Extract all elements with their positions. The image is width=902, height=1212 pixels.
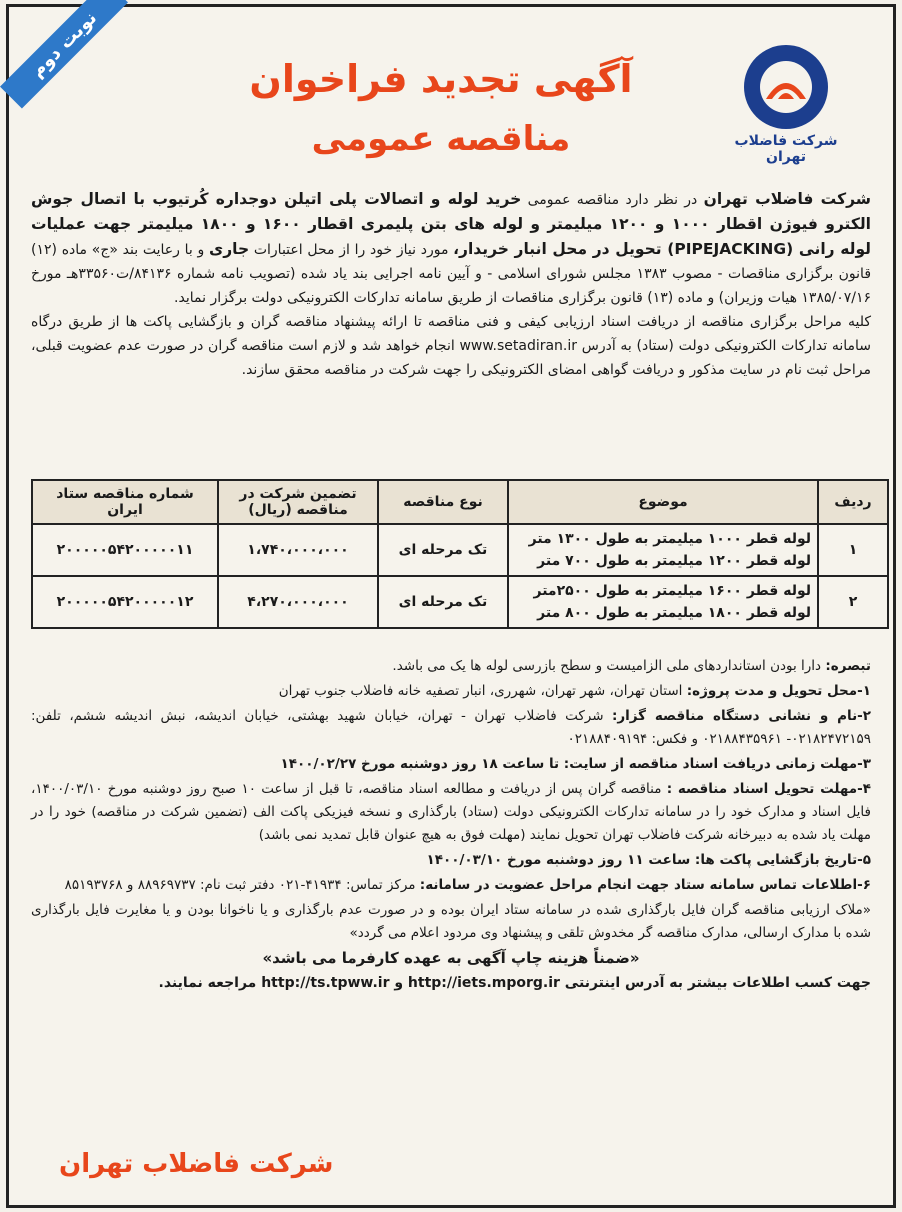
evaluation-rule: «ملاک ارزیابی مناقصه گران فایل بارگذاری شده در سامانه ستاد ایران بوده و در صورت عدم بارگذاری و یا ناخوانا بودن و یا مغایرت فایل بارگذاری شده با مدارک ارسالی، مدارک مناقصه گر مخدوش تلقی و پیشنهاد وی مردود اعلام می گردد» bbox=[31, 902, 871, 941]
header-setad-number: شماره مناقصه ستاد ایران bbox=[32, 480, 218, 524]
note-value: شرکت فاضلاب تهران - تهران، خیابان شهید بهشتی، خیابان اندیشه، نبش اندیشه ششم، تلفن: ۰۲۱۸۲۴۷۲۱۵۹- ۰۲۱۸۸۴۳۵۹۶۱ و فکس: ۰۲۱۸۸۴۰۹۱۹۴ bbox=[31, 708, 871, 747]
header-row-no: ردیف bbox=[818, 480, 888, 524]
table-header-row bbox=[32, 480, 888, 524]
table-row bbox=[32, 576, 888, 628]
logo-emblem-icon bbox=[744, 45, 828, 129]
tender-table bbox=[31, 479, 889, 629]
note-item bbox=[31, 874, 871, 897]
note-item bbox=[31, 705, 871, 751]
notice-title: آگهی تجدید فراخوان bbox=[249, 57, 633, 101]
company-signature: شرکت فاضلاب تهران bbox=[59, 1149, 334, 1179]
header-subject: موضوع bbox=[508, 480, 818, 524]
note-value: تا ساعت ۱۸ روز دوشنبه مورخ ۱۴۰۰/۰۲/۲۷ bbox=[280, 756, 564, 772]
row-setad-number: ۲۰۰۰۰۰۵۴۲۰۰۰۰۰۱۲ bbox=[32, 576, 218, 628]
subject-line: لوله قطر ۱۶۰۰ میلیمتر به طول ۲۵۰۰متر bbox=[533, 583, 811, 599]
row-guarantee: ۴،۲۷۰،۰۰۰،۰۰۰ bbox=[218, 576, 378, 628]
tender-subject: خرید لوله و اتصالات پلی اتیلن دوجداره کُرتیوب با اتصال جوش الکترو فیوژن اقطار ۱۰۰۰ و ۱۲۰۰ میلیمتر و لوله های بتن پلیمری اقطار ۱۶۰۰ و ۱۸۰۰ میلیمتر جهت عملیات لوله رانی (PIPEJACKING) تحویل در محل انبار خریدار، bbox=[31, 190, 872, 258]
intro-text-segment: در نظر دارد مناقصه عمومی bbox=[521, 192, 704, 208]
more-info-links: جهت کسب اطلاعات بیشتر به آدرس اینترنتی http://iets.mporg.ir و http://ts.tpww.ir مراجعه نمایند. bbox=[158, 975, 871, 991]
row-tender-type: تک مرحله ای bbox=[378, 576, 508, 628]
intro-text-segment: مورد نیاز خود را از محل اعتبارات bbox=[249, 242, 454, 258]
company-logo bbox=[731, 45, 841, 165]
note-key: ۴-مهلت تحویل اسناد مناقصه : bbox=[666, 781, 871, 797]
tender-notice bbox=[6, 4, 896, 1208]
note-value: استان تهران، شهر تهران، شهرری، انبار تصفیه خانه فاضلاب جنوب تهران bbox=[278, 683, 687, 699]
note-key: تبصره: bbox=[825, 658, 871, 674]
note-value: مرکز تماس: ۴۱۹۳۴-۰۲۱ دفتر ثبت نام: ۸۸۹۶۹۷۳۷ و ۸۵۱۹۳۷۶۸ bbox=[64, 877, 420, 893]
notice-details bbox=[31, 655, 871, 997]
intro-paragraph-1 bbox=[31, 187, 871, 310]
note-item bbox=[31, 778, 871, 847]
note-key: ۶-اطلاعات تماس سامانه ستاد جهت انجام مراحل عضویت در سامانه: bbox=[419, 877, 871, 893]
notice-subtitle: مناقصه عمومی bbox=[311, 119, 571, 159]
row-tender-type: تک مرحله ای bbox=[378, 524, 508, 576]
budget-source: جاری bbox=[209, 240, 250, 258]
row-guarantee: ۱،۷۴۰،۰۰۰،۰۰۰ bbox=[218, 524, 378, 576]
header-guarantee: تضمین شرکت در مناقصه (ریال) bbox=[218, 480, 378, 524]
row-no: ۱ bbox=[818, 524, 888, 576]
note-key: ۳-مهلت زمانی دریافت اسناد مناقصه از سایت: bbox=[563, 756, 871, 772]
company-name-inline: شرکت فاضلاب تهران bbox=[703, 190, 871, 208]
intro-paragraph-2: کلیه مراحل برگزاری مناقصه از دریافت اسناد ارزیابی کیفی و فنی مناقصه تا ارائه پیشنهاد مناقصه گران و بازگشایی پاکت ها از طریق درگاه سامانه تدارکات الکترونیکی دولت (ستاد) به آدرس www.setadiran.ir انجام خواهد شد و لازم است مناقصه گران در صورت عدم عضویت قبلی، مراحل ثبت نام در سایت مذکور و دریافت گواهی امضای الکترونیکی را جهت شرکت در مناقصه محقق سازند. bbox=[31, 314, 871, 378]
subject-line: لوله قطر ۱۸۰۰ میلیمتر به طول ۸۰۰ متر bbox=[537, 605, 811, 621]
note-item bbox=[31, 680, 871, 703]
note-value: مناقصه گران پس از دریافت و مطالعه اسناد مناقصه، تا قبل از ساعت ۱۰ صبح روز دوشنبه مورخ ۱۴۰۰/۰۳/۱۰، فایل اسناد و مدارک خود را در سامانه تدارکات الکترونیکی دولت (ستاد) بارگذاری و نسخه فیزیکی پاکت الف (تضمین شرکت در مناقصه) خود را در مهلت یاد شده به دبیرخانه شرکت فاضلاب تهران تحویل نمایند (مهلت فوق به هیچ عنوان قابل تمدید نمی باشد) bbox=[31, 781, 871, 843]
intro-text-segment: و با رعایت بند «ج» ماده (۱۲) قانون برگزاری مناقصات - مصوب ۱۳۸۳ مجلس شورای اسلامی - و آیین نامه اجرایی بند یاد شده (تصویب نامه شماره ۸۴۱۳۶/ت۳۳۵۶۰هـ مورخ ۱۳۸۵/۰۷/۱۶ هیات وزیران) و ماده (۱۳) قانون برگزاری مناقصات از طریق سامانه تدارکات الکترونیکی دولت برگزار نماید. bbox=[31, 242, 872, 306]
note-item bbox=[31, 849, 871, 872]
note-item bbox=[31, 655, 871, 678]
subject-line: لوله قطر ۱۰۰۰ میلیمتر به طول ۱۳۰۰ متر bbox=[528, 531, 811, 547]
note-key: ۵-تاریخ بازگشایی پاکت ها: bbox=[694, 852, 871, 868]
subject-line: لوله قطر ۱۲۰۰ میلیمتر به طول ۷۰۰ متر bbox=[537, 553, 811, 569]
row-subject bbox=[508, 524, 818, 576]
logo-company-name: شرکت فاضلاب تهران bbox=[734, 133, 838, 165]
note-value: دارا بودن استانداردهای ملی الزامیست و سطح بازرسی لوله ها یک می باشد. bbox=[392, 658, 826, 674]
row-subject bbox=[508, 576, 818, 628]
ad-cost-note: «ضمناً هزینه چاپ آگهی به عهده کارفرما می باشد» bbox=[262, 949, 640, 967]
note-key: ۱-محل تحویل و مدت پروژه: bbox=[686, 683, 871, 699]
row-no: ۲ bbox=[818, 576, 888, 628]
note-key: ۲-نام و نشانی دستگاه مناقصه گزار: bbox=[611, 708, 871, 724]
second-publication-ribbon: نوبت دوم bbox=[0, 0, 128, 108]
header-tender-type: نوع مناقصه bbox=[378, 480, 508, 524]
note-value: ساعت ۱۱ روز دوشنبه مورخ ۱۴۰۰/۰۳/۱۰ bbox=[426, 852, 695, 868]
table-row bbox=[32, 524, 888, 576]
intro-text bbox=[31, 187, 871, 382]
row-setad-number: ۲۰۰۰۰۰۵۴۲۰۰۰۰۰۱۱ bbox=[32, 524, 218, 576]
note-item bbox=[31, 753, 871, 776]
